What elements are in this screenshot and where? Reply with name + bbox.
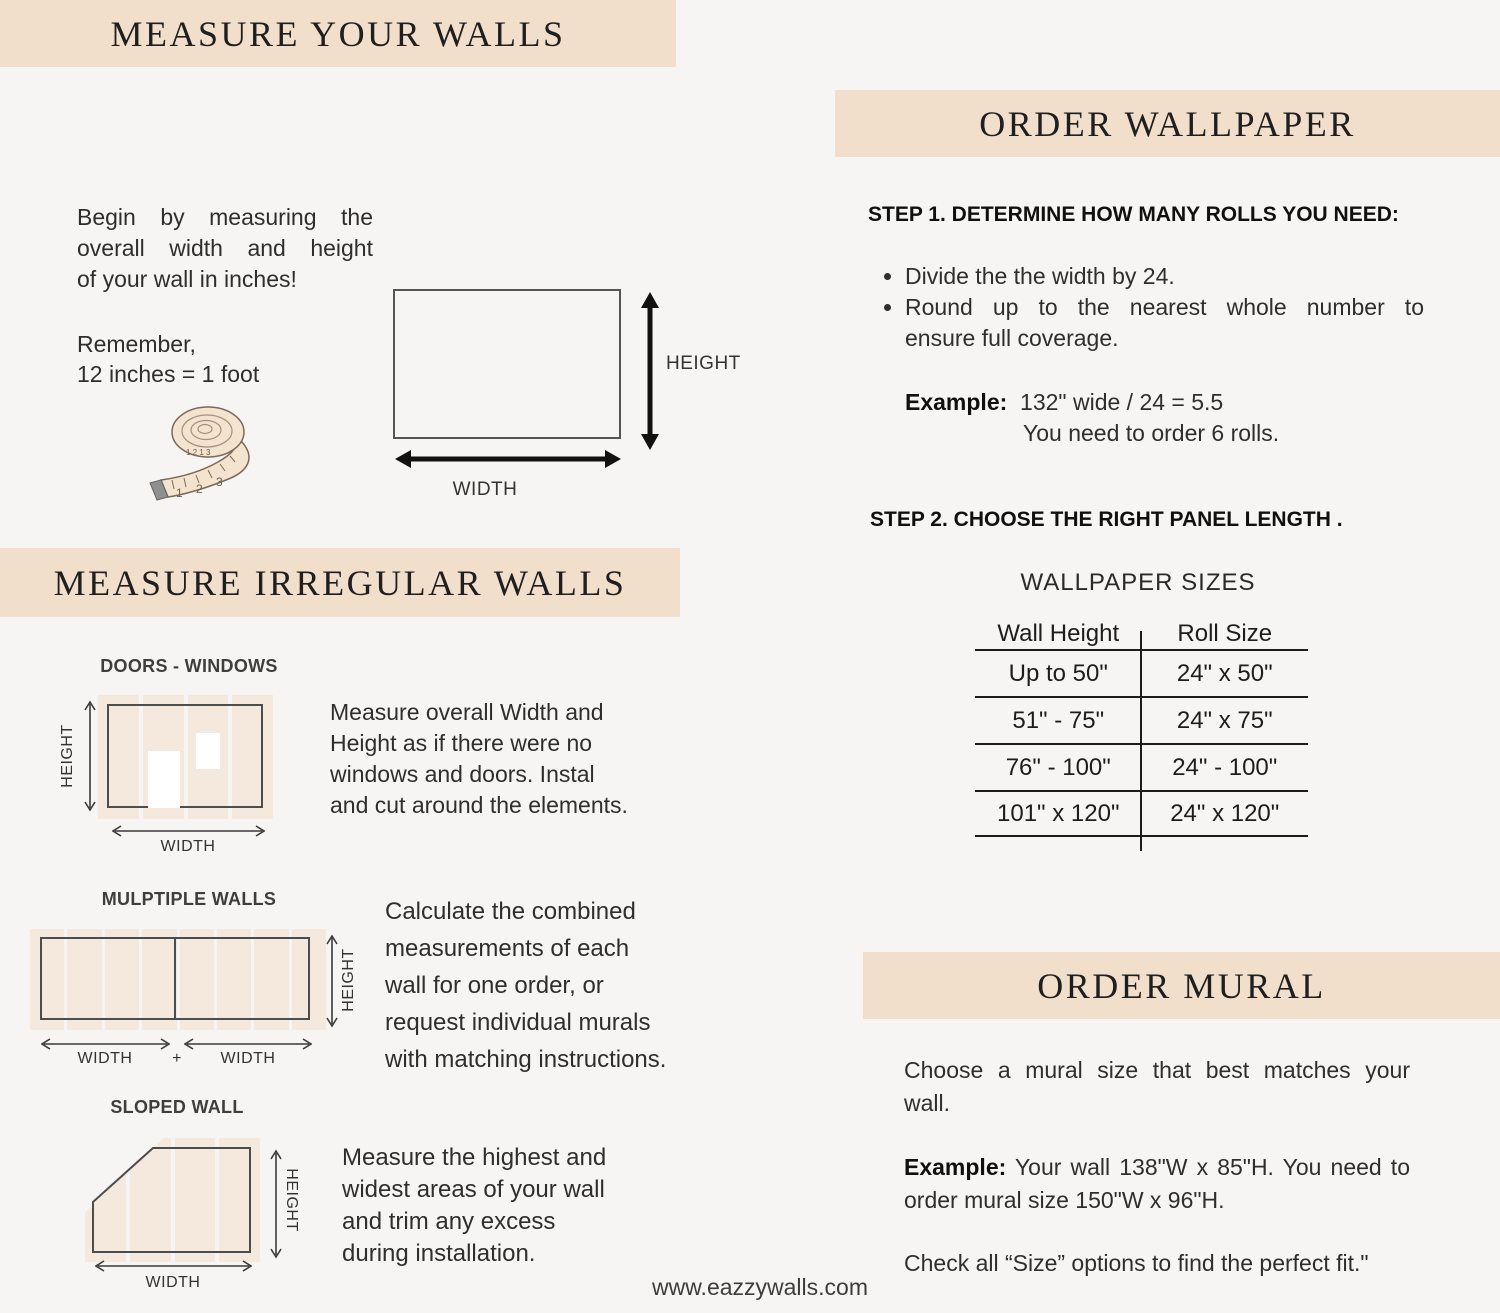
bullet-text: ensure full coverage.: [905, 325, 1119, 351]
table-cell: 101" x 120": [997, 799, 1120, 827]
text-line: Measure overall Width and: [330, 699, 604, 725]
text-line: Choose a mural size that best matches your: [904, 1057, 1410, 1083]
tape-number: 1: [176, 486, 183, 500]
tape-number: 3: [216, 475, 223, 489]
intro-line: of your wall in inches!: [77, 266, 297, 292]
sloped-wall-text: [342, 1142, 606, 1270]
bullet-text: • Round up to the nearest whole number to: [905, 294, 1424, 320]
height-label: HEIGHT: [283, 1168, 300, 1232]
example-label: Example:: [905, 389, 1008, 415]
column-header: Wall Height: [997, 619, 1120, 647]
tape-measure-icon: [138, 398, 270, 508]
height-arrow-icon: [324, 934, 340, 1028]
mural-paragraph-3: [904, 1247, 1464, 1280]
table-cell: 24" x 120": [1170, 799, 1280, 827]
text-line: wall.: [904, 1090, 951, 1116]
section-title: ORDER WALLPAPER: [979, 103, 1356, 144]
text-line: measurements of each: [385, 935, 630, 962]
width-label: WIDTH: [452, 479, 518, 500]
bullet-item: [905, 292, 1426, 354]
height-arrow-icon: [638, 291, 662, 451]
wall-diagram-rect: [393, 289, 621, 439]
section-header-measure-irregular-walls: [0, 548, 680, 617]
example-text: Your wall 138"W x 85"H. You need to: [1006, 1154, 1410, 1180]
table-cell: 24" x 50": [1176, 659, 1273, 687]
example-label: Example:: [904, 1154, 1007, 1180]
table-column-divider: [1140, 631, 1142, 851]
text-line: widest areas of your wall: [342, 1176, 605, 1203]
table-cell: 24" x 75": [1176, 706, 1273, 734]
bullet-text: • Divide the the width by 24.: [905, 263, 1175, 289]
width-label: WIDTH: [77, 1050, 133, 1067]
wallpaper-sizes-table: [975, 618, 1308, 837]
text-line: Measure the highest and: [342, 1144, 607, 1171]
table-title: WALLPAPER SIZES: [1020, 569, 1256, 596]
width-arrow-icon: [112, 824, 265, 838]
text-line: request individual murals: [385, 1009, 651, 1036]
remember-line: Remember,: [77, 331, 196, 357]
doors-windows-wall-rect: [107, 704, 263, 808]
text-line: Calculate the combined: [385, 898, 636, 925]
text-line: and trim any excess: [342, 1208, 556, 1235]
mural-example: [904, 1151, 1410, 1217]
door-cutout: [148, 751, 180, 808]
text-line: with matching instructions.: [385, 1046, 667, 1073]
website-url: www.eazzywalls.com: [652, 1274, 868, 1300]
height-label: HEIGHT: [340, 948, 357, 1012]
remember-line: 12 inches = 1 foot: [77, 361, 260, 387]
window-cutout: [196, 733, 220, 769]
example-note: You need to order 6 rolls.: [1023, 420, 1280, 446]
multiple-walls-text: [385, 893, 666, 1078]
section-header-measure-your-walls: [0, 0, 676, 67]
column-header: Roll Size: [1177, 619, 1273, 647]
width-label: WIDTH: [220, 1050, 276, 1067]
table-cell: Up to 50": [1008, 659, 1108, 687]
width-label: WIDTH: [145, 1274, 201, 1291]
doors-windows-text: [330, 697, 628, 821]
sloped-wall-title: SLOPED WALL: [110, 1097, 244, 1117]
example-text: order mural size 150"W x 96"H.: [904, 1187, 1225, 1213]
multiple-walls-title: MULPTIPLE WALLS: [101, 889, 277, 909]
remember-note: [77, 329, 259, 389]
plus-sign: +: [172, 1050, 182, 1067]
table-cell: 76" - 100": [1005, 753, 1111, 781]
text-line: wall for one order, or: [385, 972, 604, 999]
width-arrow-icon: [184, 1037, 312, 1051]
table-cell: 24" - 100": [1172, 753, 1278, 781]
step1-bullet-list: [884, 261, 1426, 354]
doors-windows-title: DOORS - WINDOWS: [100, 656, 278, 676]
height-label: HEIGHT: [666, 353, 741, 374]
step1-heading: STEP 1. DETERMINE HOW MANY ROLLS YOU NEED:: [868, 203, 1399, 226]
text-line: windows and doors. Instal: [330, 761, 595, 787]
section-title: MEASURE YOUR WALLS: [110, 13, 566, 54]
step1-example: [905, 387, 1279, 449]
text-line: and cut around the elements.: [330, 792, 628, 818]
table-cell: 51" - 75": [1012, 706, 1105, 734]
height-label: HEIGHT: [59, 724, 76, 788]
intro-line: overall width and height: [77, 235, 373, 261]
example-value: 132" wide / 24 = 5.5: [1020, 389, 1224, 415]
wall-divider: [174, 939, 176, 1018]
bullet-item: [905, 261, 1426, 292]
text-line: Check all “Size” options to find the perfect fit.": [904, 1250, 1369, 1276]
width-arrow-icon: [394, 447, 622, 471]
width-label: WIDTH: [160, 838, 216, 855]
tape-coil-marks: 1 2 1 3: [186, 448, 211, 457]
intro-line: Begin by measuring the: [77, 204, 373, 230]
height-arrow-icon: [82, 700, 98, 812]
mural-paragraph-1: [904, 1054, 1410, 1120]
text-line: during installation.: [342, 1240, 536, 1267]
sloped-wall-outline: [88, 1140, 258, 1258]
intro-paragraph: [77, 202, 373, 295]
step2-heading: STEP 2. CHOOSE THE RIGHT PANEL LENGTH .: [870, 508, 1343, 531]
text-line: Height as if there were no: [330, 730, 593, 756]
width-arrow-icon: [95, 1259, 252, 1273]
tape-number: 2: [196, 482, 203, 496]
section-title: ORDER MURAL: [1037, 965, 1326, 1006]
section-header-order-mural: [863, 952, 1500, 1019]
section-header-order-wallpaper: [835, 90, 1500, 157]
section-title: MEASURE IRREGULAR WALLS: [53, 562, 627, 603]
multiple-walls-rect: [40, 937, 310, 1020]
width-arrow-icon: [41, 1037, 170, 1051]
